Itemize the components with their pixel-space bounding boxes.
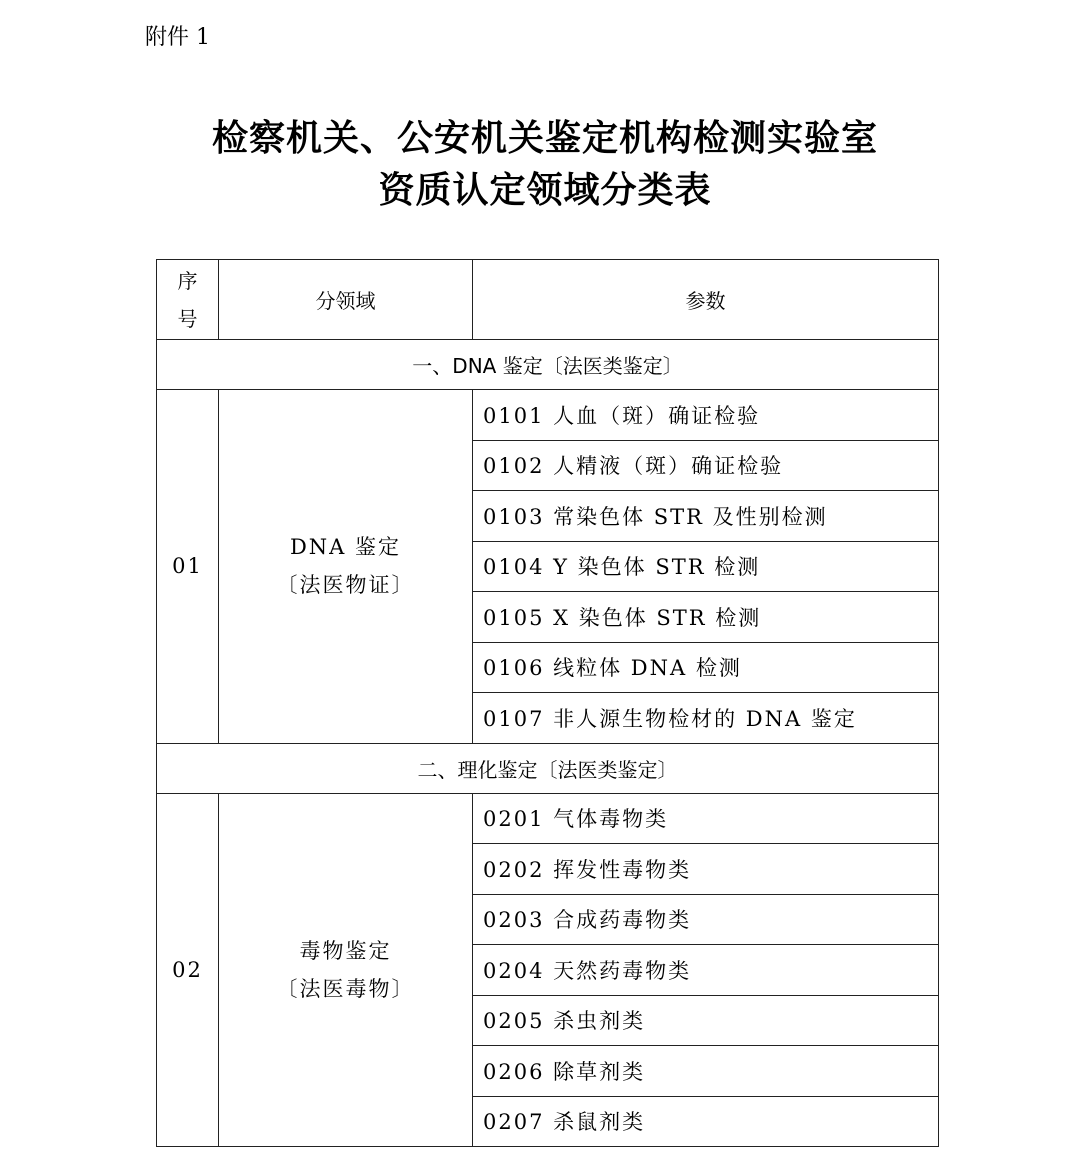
section-heading: 一、DNA 鉴定〔法医类鉴定〕: [157, 340, 939, 390]
header-domain: 分领域: [219, 260, 473, 340]
seq-cell: 01: [157, 390, 219, 744]
section-heading: 二、理化鉴定〔法医类鉴定〕: [157, 743, 939, 793]
domain-cell: [219, 390, 473, 744]
param-cell: 0206 除草剂类: [473, 1046, 939, 1097]
header-params: 参数: [473, 260, 939, 340]
param-cell: 0203 合成药毒物类: [473, 894, 939, 945]
domain-name: 毒物鉴定: [299, 938, 392, 963]
param-cell: 0205 杀虫剂类: [473, 995, 939, 1046]
header-row: [157, 260, 939, 340]
param-cell: 0104 Y 染色体 STR 检测: [473, 541, 939, 592]
param-cell: 0102 人精液（斑）确证检验: [473, 440, 939, 491]
table-row: [157, 390, 939, 441]
param-cell: 0204 天然药毒物类: [473, 945, 939, 996]
header-seq-line2: 号: [177, 306, 198, 331]
param-cell: 0107 非人源生物检材的 DNA 鉴定: [473, 693, 939, 744]
domain-name: DNA 鉴定: [289, 535, 402, 560]
seq-cell: 02: [157, 793, 219, 1147]
document-title-line2: 资质认定领域分类表: [378, 169, 712, 211]
domain-category: 〔法医毒物〕: [276, 976, 415, 1001]
header-seq: [157, 260, 219, 340]
param-cell: 0105 X 染色体 STR 检测: [473, 592, 939, 643]
param-cell: 0202 挥发性毒物类: [473, 844, 939, 895]
attachment-label: 附件 1: [145, 25, 210, 50]
table-row: [157, 793, 939, 844]
param-cell: 0201 气体毒物类: [473, 793, 939, 844]
classification-table: [156, 259, 939, 1147]
header-seq-line1: 序: [177, 268, 198, 293]
param-cell: 0207 杀鼠剂类: [473, 1096, 939, 1147]
document-title-line1: 检察机关、公安机关鉴定机构检测实验室: [211, 117, 878, 159]
section-row: [157, 743, 939, 793]
section-row: [157, 340, 939, 390]
param-cell: 0101 人血（斑）确证检验: [473, 390, 939, 441]
param-cell: 0106 线粒体 DNA 检测: [473, 642, 939, 693]
domain-category: 〔法医物证〕: [276, 573, 415, 598]
domain-cell: [219, 793, 473, 1147]
param-cell: 0103 常染色体 STR 及性别检测: [473, 491, 939, 542]
